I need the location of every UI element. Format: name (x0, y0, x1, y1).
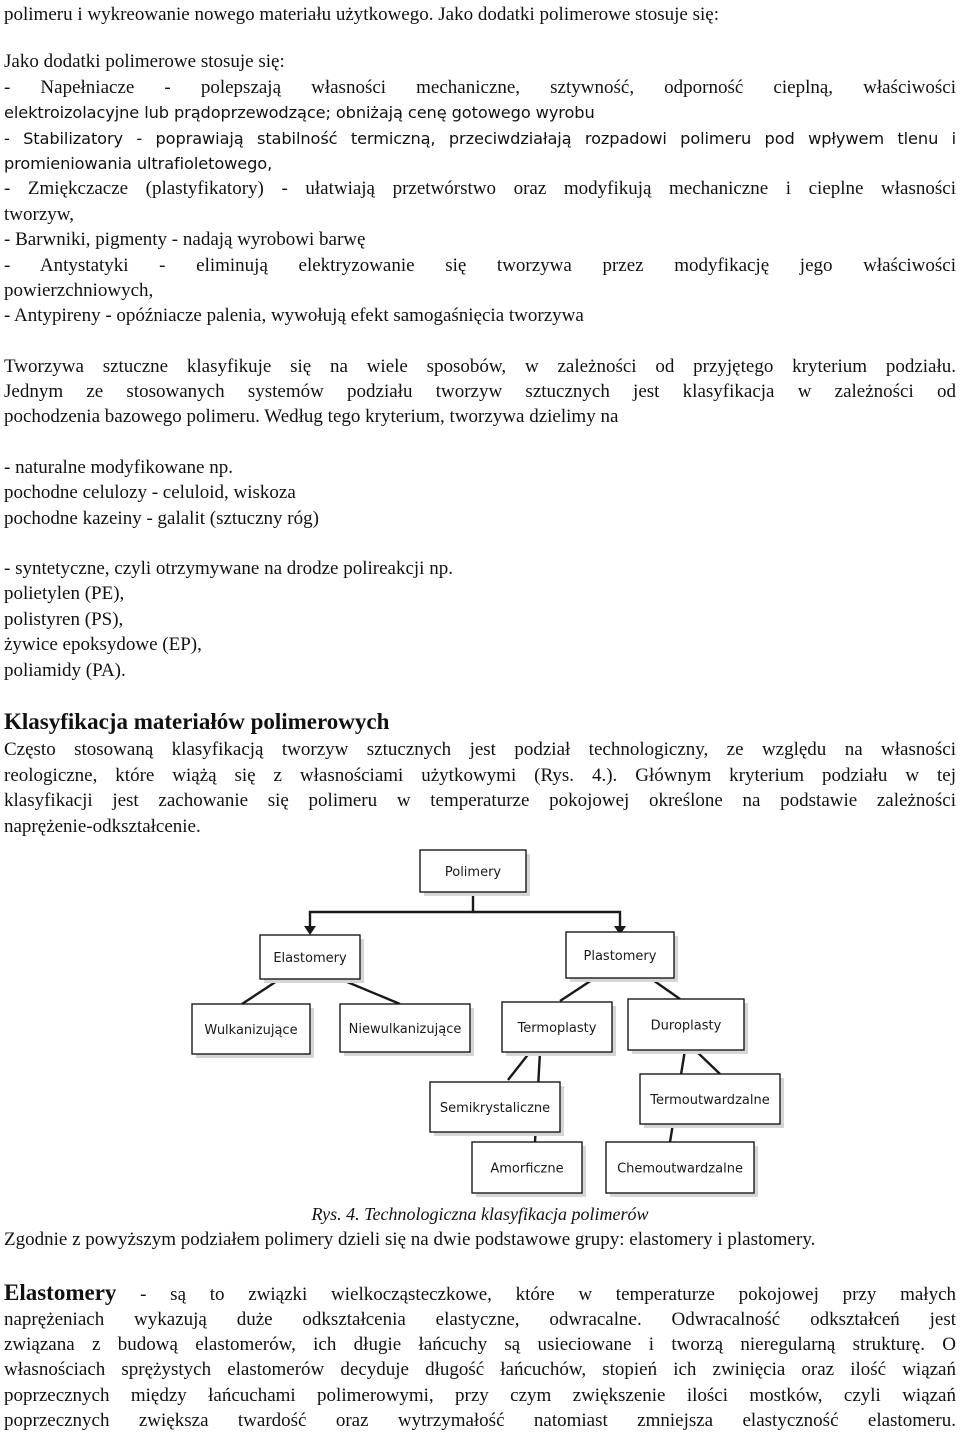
text-line: powierzchniowych, (4, 280, 154, 301)
node-termoplasty (502, 1002, 616, 1056)
text-line: naprężenie-odkształcenie. (4, 816, 201, 837)
node-label: Polimery (444, 865, 502, 880)
classification-diagram (190, 842, 790, 1198)
text-line: - naturalne modyfikowane np. (4, 457, 233, 478)
node-termoutwardzalne (640, 1074, 784, 1128)
text-line: Często stosowaną klasyfikacją tworzyw sztucznych jest podział technologiczny, ze względu na własności (4, 739, 956, 760)
text-line: pochodne kazeiny - galalit (sztuczny róg) (4, 508, 319, 529)
text-line: żywice epoksydowe (EP), (4, 634, 202, 655)
text-line (4, 1280, 956, 1305)
elastomery-term: Elastomery (4, 1280, 117, 1305)
edge-polimery-plastomery (473, 912, 620, 928)
node-label: Elastomery (273, 951, 347, 966)
text-line: naprężeniach wykazują duże odkształcenia elastyczne, odwracalne. Odwracalność odkształceń jest (4, 1309, 956, 1330)
edge-termoplasty-semikrystaliczne (508, 1052, 530, 1080)
text-line-rest: - są to związki wielkocząsteczkowe, które w temperaturze pokojowej przy małych (140, 1284, 956, 1305)
text-line: Zgodnie z powyższym podziałem polimery dzieli się na dwie podstawowe grupy: elastomery i plastomery. (4, 1229, 816, 1250)
text-line: własnościach sprężystych elastomerów decyduje długość łańcuchów, stopień ich zwinięcia oraz ilość wiązań (4, 1359, 956, 1380)
text-line: Jednym ze stosowanych systemów podziału tworzyw sztucznych jest klasyfikacja w zależności od (4, 381, 956, 402)
node-label: Chemoutwardzalne (617, 1161, 743, 1177)
node-label: Termoutwardzalne (650, 1093, 770, 1108)
text-line: promieniowania ultrafioletowego, (4, 154, 273, 173)
text-line: poprzecznych między łańcuchami polimerowymi, przy czym zwiększenie ilości mostków, czyli wiązań (4, 1385, 956, 1406)
node-niewulkanizujace (340, 1004, 474, 1056)
node-elastomery (260, 935, 364, 983)
text-line: Tworzywa sztuczne klasyfikuje się na wiele sposobów, w zależności od przyjętego kryterium podziału. (4, 356, 956, 377)
node-label: Semikrystaliczne (439, 1101, 551, 1116)
text-line: - Stabilizatory - poprawiają stabilność termiczną, przeciwdziałają rozpadowi polimeru pod wpływem tlenu i (4, 129, 956, 148)
node-wulkanizujace (192, 1004, 314, 1058)
node-amorficzne (472, 1142, 586, 1197)
text-line: elektroizolacyjne lub prądoprzewodzące; obniżają cenę gotowego wyrobu (4, 103, 595, 122)
node-chemoutwardzalne (606, 1142, 758, 1197)
text-line: - Antystatyki - eliminują elektryzowanie się tworzywa przez modyfikację jego właściwości (4, 255, 956, 276)
text-line: poprzecznych zwiększa twardość oraz wytrzymałość natomiast zmniejsza elastyczność elastomeru. (4, 1410, 956, 1431)
node-label: Termoplasty (517, 1021, 597, 1036)
node-duroplasty (628, 999, 748, 1054)
node-label: Wulkanizujące (204, 1023, 298, 1038)
text-line: - Antypireny - opóźniacze palenia, wywołują efekt samogaśnięcia tworzywa (4, 305, 584, 326)
text-line: - Napełniacze - polepszają własności mechaniczne, sztywność, odporność cieplną, właściwości (4, 77, 956, 98)
text-line: związana z budową elastomerów, ich długie łańcuchy są usieciowane i tworzą nieregularną strukturę. O (4, 1334, 956, 1355)
text-line: polistyren (PS), (4, 609, 124, 630)
text-line: polimeru i wykreowanie nowego materiału użytkowego. Jako dodatki polimerowe stosuje się: (4, 4, 719, 25)
figure-caption: Rys. 4. Technologiczna klasyfikacja polimerów (311, 1204, 649, 1224)
node-label: Plastomery (583, 949, 657, 964)
diagram-nodes (192, 850, 784, 1197)
node-label: Amorficzne (490, 1161, 564, 1177)
node-plastomery (566, 932, 678, 982)
arrowhead (304, 926, 316, 935)
text-line: - Zmiękczacze (plastyfikatory) - ułatwiają przetwórstwo oraz modyfikują mechaniczne i cieplne własności (4, 178, 956, 199)
text-line: pochodzenia bazowego polimeru. Według tego kryterium, tworzywa dzielimy na (4, 406, 619, 427)
node-label: Duroplasty (650, 1018, 722, 1034)
text-line: reologiczne, które wiążą się z własnościami użytkowymi (Rys. 4.). Głównym kryterium podziału w tej (4, 765, 956, 786)
text-line: - syntetyczne, czyli otrzymywane na drodze polireakcji np. (4, 558, 453, 579)
section-heading: Klasyfikacja materiałów polimerowych (4, 709, 390, 734)
node-semikrystaliczne (430, 1082, 564, 1136)
node-label: Niewulkanizujące (348, 1022, 462, 1037)
text-line: Jako dodatki polimerowe stosuje się: (4, 51, 285, 72)
text-line: tworzyw, (4, 204, 74, 225)
node-polimery (420, 850, 530, 896)
text-line: pochodne celulozy - celuloid, wiskoza (4, 482, 296, 503)
text-line: polietylen (PE), (4, 583, 125, 604)
text-line: - Barwniki, pigmenty - nadają wyrobowi barwę (4, 229, 366, 250)
text-line: klasyfikacji jest zachowanie się polimeru w temperaturze pokojowej określone na podstawie zależności (4, 790, 956, 811)
text-line: poliamidy (PA). (4, 660, 126, 681)
